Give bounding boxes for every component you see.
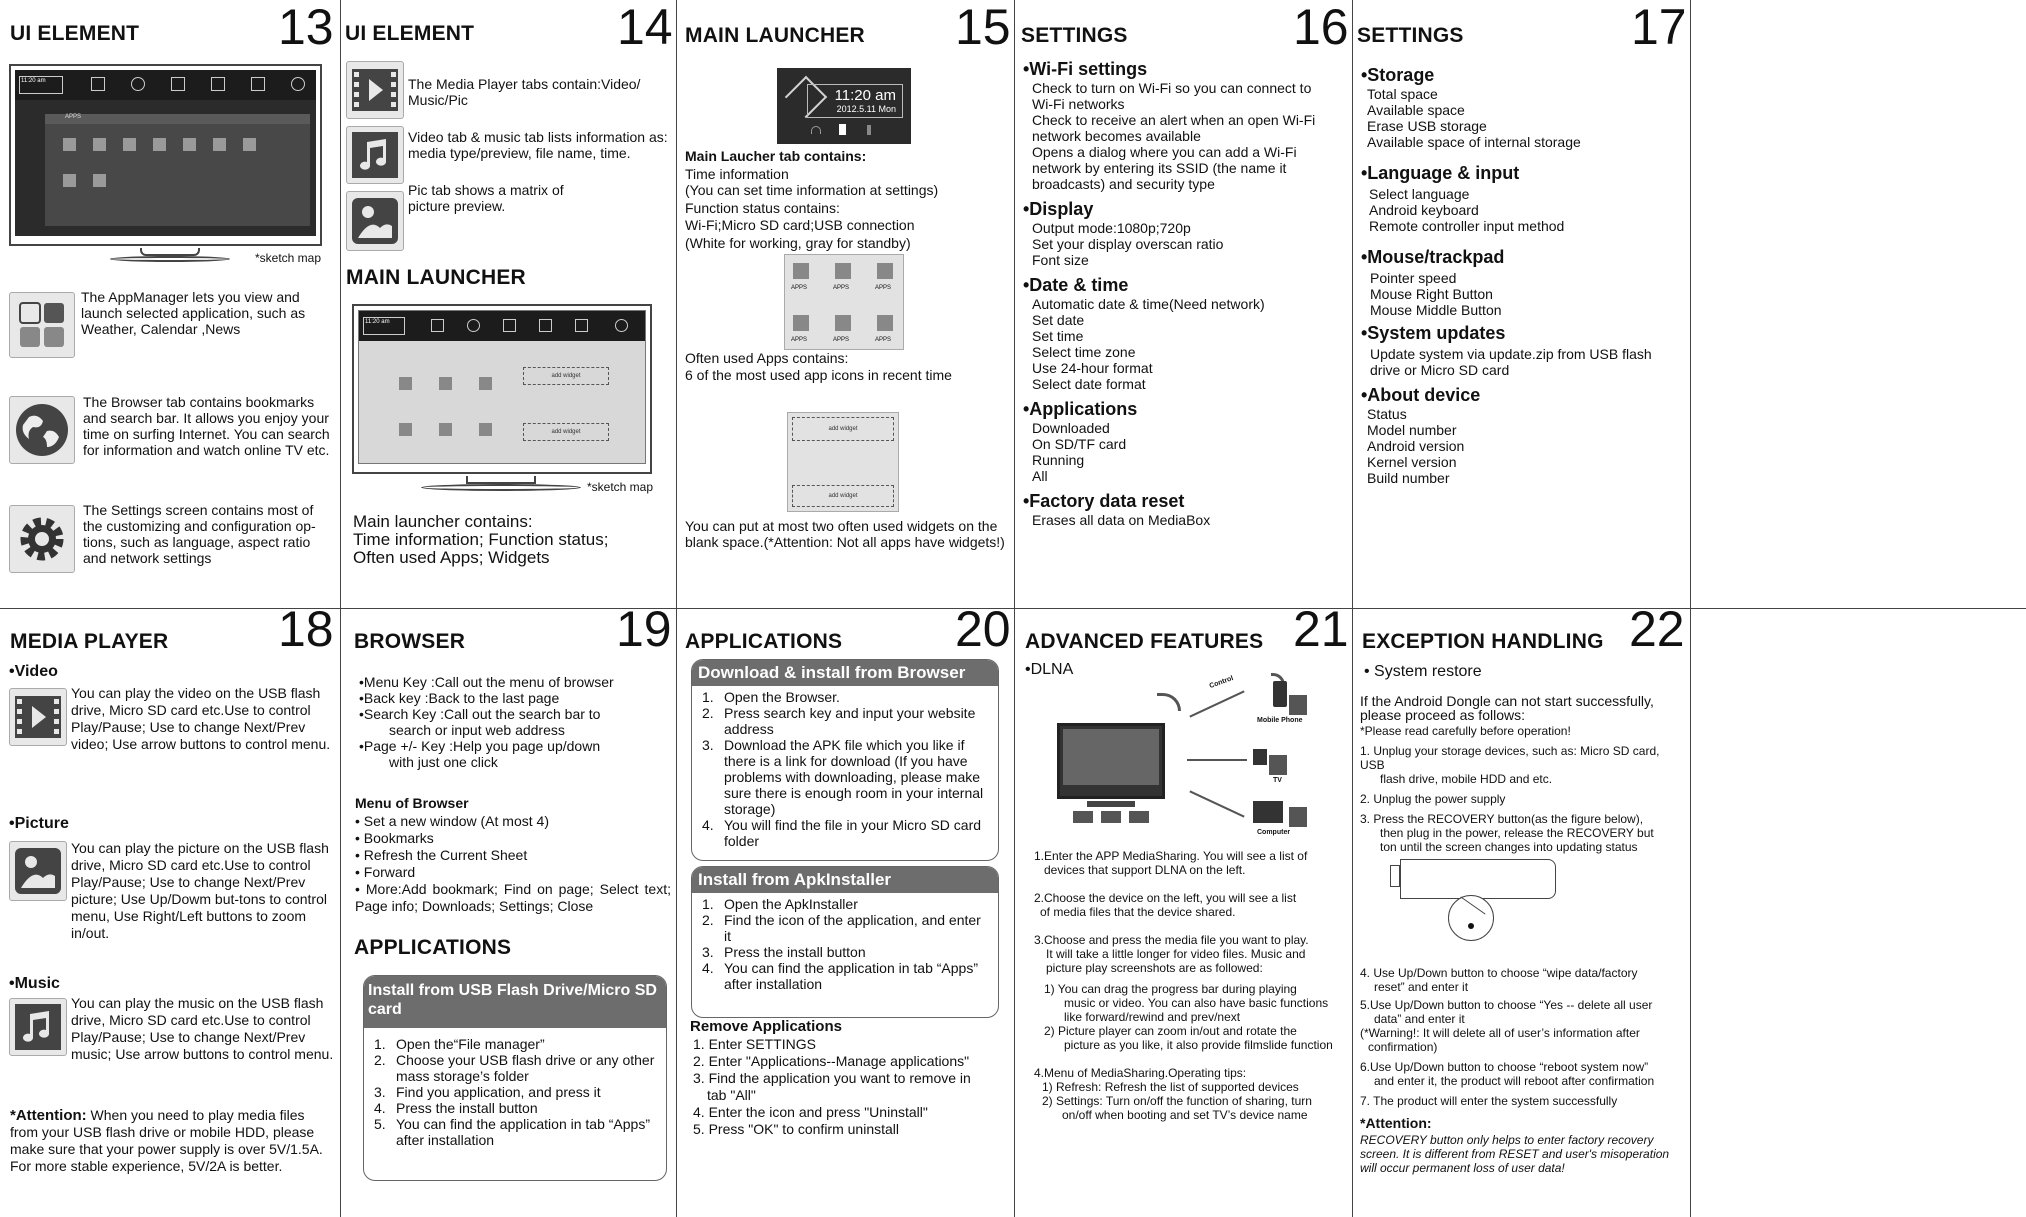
clock-time: 11:20 am <box>834 87 896 104</box>
page-number: 16 <box>1293 0 1349 55</box>
mobile-label: Mobile Phone <box>1257 717 1303 724</box>
settings-heading: •Wi-Fi settings <box>1023 59 1148 79</box>
page-22: EXCEPTION HANDLING 22 • System restore If the Android Dongle can not start successfully, please proceed as follows: *Please read carefully before operation! 1. Unplug your storage devices, such as: Micro SD card, USB flash drive, mobile HDD and etc. 2. Unplug the power supply 3. Press the RECOVERY button(as the figure below), then plug in the power, release the RECOVERY but ton until the screen changes into updating status 4. Use Up/Down button to choose “wipe data/factory reset” and enter it 5.Use Up/Down button to choose “Yes -- delete all user data” and enter it (*Warning!: It will delete all of user’s information after confirmation) 6.Use Up/Down button to choose “reboot system now” and enter it, the product will reboot after confirmation 7. The product will enter the system successfully *Attention: RECOVERY button only helps to enter factory recovery screen. It is different from RESET and user's misoperation will occur permanent loss of user data! <box>1353 609 1690 1217</box>
media-player-desc: The Media Player tabs contain:Video/ Music/Pic <box>408 76 641 108</box>
key-line: •Menu Key :Call out the menu of browser <box>359 674 614 690</box>
clock-date: 2012.5.11 Mon <box>836 104 896 114</box>
settings-heading: •Date & time <box>1023 275 1129 295</box>
page-number: 13 <box>278 0 334 55</box>
apkinstaller-box: Install from ApkInstaller 1. Open the ApkInstaller 2. Find the icon of the application, and enter it 3. Press the install button 4. You can find the application in tab “Apps” after installation <box>691 866 999 1018</box>
widget-slot: add widget <box>792 417 894 441</box>
page-title: SETTINGS <box>1357 24 1464 47</box>
apps-icon <box>91 77 105 91</box>
picture-desc: You can play the picture on the USB flash drive, Micro SD card etc.Use to control Play/Pause; Use to change Next/Prev picture; Use Up/Dowm but-tons to control menu, Use Right/Left buttons to zoom in/out. <box>71 840 329 941</box>
browser-desc: The Browser tab contains bookmarks and search bar. It allows you enjoy your time on surfing Internet. You can search for information and watch online TV etc. <box>83 394 330 458</box>
usb-icon <box>867 125 871 135</box>
clock-widget <box>777 68 911 144</box>
settings-heading: •Display <box>1023 199 1094 219</box>
intro: If the Android Dongle can not start successfully, please proceed as follows: <box>1360 693 1654 723</box>
attention-heading: *Attention: <box>1360 1115 1432 1131</box>
page-number: 20 <box>955 609 1011 657</box>
media-heading: •Picture <box>9 815 69 832</box>
page-title: SETTINGS <box>1021 24 1128 47</box>
widgets-desc: You can put at most two often used widgets on the blank space.(*Attention: Not all apps have widgets!) <box>685 518 1005 550</box>
media-heading: •Video <box>9 663 58 680</box>
settings-heading: •Applications <box>1023 399 1138 419</box>
page-number: 21 <box>1293 609 1349 657</box>
sketch-caption: *sketch map <box>255 251 322 265</box>
page-16: SETTINGS 16 •Wi-Fi settings Check to turn on Wi-Fi so you can connect to Wi-Fi networks Check to receive an alert when an open Wi-Fi network becomes available Opens a dialog where you can add a Wi-Fi network by entering its SSID (the name it broadcasts) and security type •Display Output mode:1080p;720p Set your display overscan ratio Font size •Date & time Automatic date & time(Need network) Set date Set time Select time zone Use 24-hour format Select date format •Applications Downloaded On SD/TF card Running All •Factory data reset Erases all data on MediaBox <box>1021 0 1349 528</box>
tab-line: Wi-Fi;Micro SD card;USB connection <box>685 217 915 233</box>
tv-screen <box>15 70 316 236</box>
video-icon <box>9 688 67 746</box>
page-15 <box>677 0 1014 608</box>
sketch-caption: *sketch map <box>587 480 654 494</box>
remove-heading: Remove Applications <box>690 1018 842 1035</box>
mini-clock: 11:20 am <box>363 317 405 335</box>
page-number: 15 <box>955 0 1011 55</box>
music-desc: You can play the music on the USB flash drive, Micro SD card etc.Use to control Play/Pause; Use to change Next/Prev music; Use arrow buttons to control menu. <box>71 995 334 1062</box>
page-number: 19 <box>616 609 672 657</box>
attention-note: *Attention: When you need to play media files from your USB flash drive or mobile HDD, please make sure that your power supply is over 5V/1.5A. For more stable experience, 5V/2A is better. <box>10 1107 323 1174</box>
gear-icon <box>291 77 305 91</box>
tv-sketch <box>9 64 322 246</box>
page-13 <box>0 0 340 608</box>
media-heading: •Music <box>9 975 60 992</box>
section-title: MAIN LAUNCHER <box>346 266 526 289</box>
page-number: 17 <box>1631 0 1687 55</box>
key-line: search or input web address <box>389 722 565 738</box>
browser-icon <box>131 77 145 91</box>
often-apps-grid: APPS APPS APPS APPS APPS APPS <box>784 254 904 350</box>
appmanager-icon <box>9 292 75 358</box>
section-title: APPLICATIONS <box>354 936 512 959</box>
page-number: 18 <box>278 609 334 657</box>
menu-heading: Menu of Browser <box>355 795 469 811</box>
page-title: UI ELEMENT <box>10 22 140 45</box>
page-title: MAIN LAUNCHER <box>685 24 865 47</box>
page-18 <box>0 609 340 1217</box>
page-19: BROWSER 19 •Menu Key :Call out the menu of browser •Back key :Back to the last page •Search Key :Call out the search bar to search or input web address •Page +/- Key :Help you page up/down with just one click Menu of Browser • Set a new window (At most 4) • Bookmarks • Refresh the Current Sheet • Forward • More:Add bookmark; Find on page; Select text; Page info; Downloads; Settings; Close APPLICATIONS Install from USB Flash Drive/Micro SD card 1. Open the“File manager” 2. Choose your USB flash drive or any other mass storage’s folder 3. Find you application, and press it 4. Press the install button 5. You can find the application in tab “Apps” after installation <box>341 609 676 1217</box>
page-title: UI ELEMENT <box>345 22 475 45</box>
wifi-icon <box>811 126 821 134</box>
recovery-figure <box>1390 859 1570 923</box>
box-heading: Install from ApkInstaller <box>692 867 998 893</box>
appmanager-desc: The AppManager lets you view and launch selected application, such as Weather, Calendar ,News <box>81 289 306 337</box>
music-icon <box>211 77 225 91</box>
page-title: APPLICATIONS <box>685 630 843 653</box>
music-icon <box>346 126 404 184</box>
tab-line: Time information <box>685 166 789 182</box>
often-apps-label: Often used Apps contains: <box>685 350 849 366</box>
page-title: EXCEPTION HANDLING <box>1362 630 1604 653</box>
video-music-desc: Video tab & music tab lists information as: media type/preview, file name, time. <box>408 129 668 161</box>
widget-area <box>787 412 899 512</box>
page-number: 22 <box>1629 609 1685 657</box>
attention-note: RECOVERY button only helps to enter factory recovery screen. It is different from RESET and user's misoperation will occur permanent loss of user data! <box>1360 1133 1670 1175</box>
settings-heading: •Storage <box>1361 65 1435 85</box>
control-label: Control <box>1208 674 1235 691</box>
globe-icon <box>9 396 75 464</box>
tv-label: TV <box>1273 777 1282 784</box>
key-line: with just one click <box>389 754 498 770</box>
usb-install-box: Install from USB Flash Drive/Micro SD card 1. Open the“File manager” 2. Choose your USB flash drive or any other mass storage’s folder 3. Find you application, and press it 4. Press the install button 5. You can find the application in tab “Apps” after installation <box>363 975 667 1181</box>
widget-slot: add widget <box>523 423 609 441</box>
key-line: •Back key :Back to the last page <box>359 690 560 706</box>
key-line: •Page +/- Key :Help you page up/down <box>359 738 601 754</box>
pic-desc: Pic tab shows a matrix of picture preview. <box>408 182 564 214</box>
apps-area <box>45 114 310 226</box>
video-icon <box>346 61 404 119</box>
video-icon <box>171 77 185 91</box>
main-contains-line: Often used Apps; Widgets <box>353 548 550 567</box>
settings-heading: •Factory data reset <box>1023 491 1185 511</box>
settings-heading: •Language & input <box>1361 163 1520 183</box>
widget-slot: add widget <box>792 485 894 507</box>
tab-line: (You can set time information at settings) <box>685 182 939 198</box>
computer-label: Computer <box>1257 829 1291 836</box>
apps-label: APPS <box>45 114 310 124</box>
page-title: BROWSER <box>354 630 466 653</box>
music-icon <box>9 998 67 1056</box>
page-number: 14 <box>617 0 673 55</box>
settings-desc: The Settings screen contains most of the customizing and configuration op-tions, such as language, aspect ratio and network settings <box>83 502 316 566</box>
tab-heading: Main Laucher tab contains: <box>685 148 867 164</box>
page-title: ADVANCED FEATURES <box>1025 630 1264 653</box>
sd-card-icon <box>839 124 846 135</box>
video-desc: You can play the video on the USB flash drive, Micro SD card etc.Use to control Play/Pause; Use to change Next/Prev video; Use arrow buttons to control menu. <box>71 685 331 752</box>
restore-heading: • System restore <box>1364 663 1482 680</box>
main-contains: Main launcher contains: <box>353 512 533 531</box>
dlna-diagram <box>1057 673 1317 845</box>
mini-clock: 11:20 am <box>19 76 63 94</box>
settings-heading: •Mouse/trackpad <box>1361 247 1505 267</box>
page-14 <box>341 0 676 608</box>
page-20: APPLICATIONS 20 Download & install from Browser 1. Open the Browser. 2. Press search key and input your website address 3. Download the APK file which you like if there is a link for download (If you have problems with downloading, please make sure there is enough room in your internal storage) 4. You will find the file in your Micro SD card folder Install from ApkInstaller 1. Open the ApkInstaller 2. Find the icon of the application, and enter it 3. Press the install button 4. You can find the application in tab “Apps” after installation Remove Applications 1. Enter SETTINGS 2. Enter "Applications--Manage applications" 3. Find the application you want to remove in tab "All" 4. Enter the icon and press "Uninstall" 5. Press "OK" to confirm uninstall <box>677 609 1014 1217</box>
widget-slot: add widget <box>523 367 609 385</box>
tab-line: (White for working, gray for standby) <box>685 235 911 251</box>
box-heading: Install from USB Flash Drive/Micro SD card <box>364 976 666 1028</box>
settings-heading: •System updates <box>1361 323 1506 343</box>
gear-icon <box>9 505 75 573</box>
settings-heading: •About device <box>1361 385 1481 405</box>
launcher-sketch <box>352 304 652 474</box>
dlna-heading: •DLNA <box>1025 661 1074 678</box>
picture-icon <box>346 191 404 251</box>
page-17: SETTINGS 17 •Storage Total space Available space Erase USB storage Available space of internal storage •Language & input Select language Android keyboard Remote controller input method •Mouse/trackpad Pointer speed Mouse Right Button Mouse Middle Button •System updates Update system via update.zip from USB flash drive or Micro SD card •About device Status Model number Android version Kernel version Build number <box>1357 0 1687 486</box>
main-contains-line: Time information; Function status; <box>353 530 609 549</box>
key-line: •Search Key :Call out the search bar to <box>359 706 601 722</box>
picture-icon <box>9 841 67 901</box>
tab-line: Function status contains: <box>685 200 840 216</box>
page-title: MEDIA PLAYER <box>10 630 169 653</box>
box-heading: Download & install from Browser <box>692 660 998 686</box>
picture-icon <box>251 77 265 91</box>
often-apps-desc: 6 of the most used app icons in recent time <box>685 367 952 383</box>
download-install-box: Download & install from Browser 1. Open the Browser. 2. Press search key and input your website address 3. Download the APK file which you like if there is a link for download (If you have problems with downloading, please make sure there is enough room in your internal storage) 4. You will find the file in your Micro SD card folder <box>691 659 999 861</box>
page-21: ADVANCED FEATURES 21 •DLNA Mobile Phone Control TV Computer 1.Enter the APP MediaSharing. You will see a list of devices that support DLNA on the left. 2.Choose the device on the left, you will see a list of media files that the device shared. 3.Choose and press the media file you want to play. It will take a little longer for video files. Music and picture play screenshots are as followed: 1) You can drag the progress bar during playing music or video. You can also have basic functions like forward/rewind and prev/next 2) Picture player can zoom in/out and rotate the picture as you like, it also provide filmslide function 4.Menu of MediaSharing.Operating tips: 1) Refresh: Refresh the list of supported devices 2) Settings: Turn on/off the function of sharing, turn on/off when booting and set TV’s device name <box>1015 609 1352 1217</box>
